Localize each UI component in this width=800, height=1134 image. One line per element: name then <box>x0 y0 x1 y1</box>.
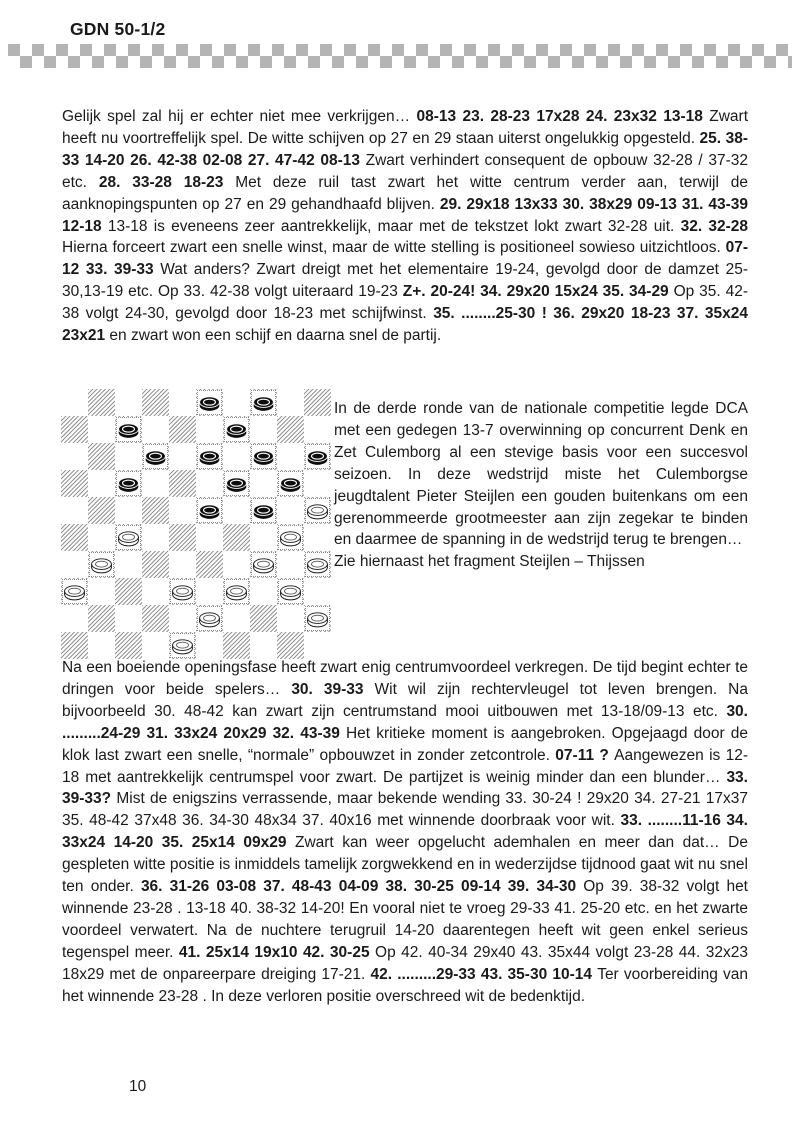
black-piece-icon <box>198 447 221 466</box>
white-piece-icon <box>279 528 302 547</box>
board-square-light <box>88 632 115 659</box>
board-square-10 <box>277 416 304 443</box>
board-square-33 <box>196 551 223 578</box>
board-square-15 <box>304 443 331 470</box>
board-square-29 <box>223 524 250 551</box>
board-square-light <box>115 389 142 416</box>
board-square-light <box>115 443 142 470</box>
black-piece-icon <box>117 420 140 439</box>
checkerboard-strip <box>8 44 792 68</box>
move-notation-text: 30. 39-33 <box>291 680 375 698</box>
commentary-text: Wit wil zijn rechtervleugel tot leven brengen. Na bijvoorbeeld 30. 48-42 kan zwart zijn centrumstand mooi uitbouwen met 13-18/09-13 etc. <box>62 680 748 720</box>
commentary-text: Ter voorbereiding van het winnende 23-28 . In deze verloren positie overschreed wit de bedenktijd. <box>62 965 748 1005</box>
commentary-text: Zwart heeft nu voortreffelijk spel. De witte schijven op 27 en 29 staan uiterst ongelukkig opgesteld. <box>62 108 749 147</box>
board-square-light <box>88 578 115 605</box>
black-piece-icon <box>252 393 275 412</box>
draughts-board-diagram <box>61 389 331 659</box>
white-piece-icon <box>306 501 329 520</box>
commentary-text: Mist de enigszins verrassende, maar bekende wending 33. 30-24 ! 29x20 34. 27-21 17x37 35. 48-42 37x48 36. 34-30 48x34 37. 40x16 met winnende doorbraak voor wit. <box>62 790 749 830</box>
board-square-light <box>304 524 331 551</box>
board-square-light <box>142 470 169 497</box>
board-square-37 <box>115 578 142 605</box>
white-piece-icon <box>171 582 194 601</box>
board-square-5 <box>304 389 331 416</box>
commentary-text: Zwart kan weer opgelucht ademhalen en meer dan dat… De gespleten witte positie is inmiddels tamelijk zorgwekkend en in wederzijdse tijdnood gaat wit nu snel ten onder. <box>62 834 748 896</box>
game-commentary-paragraph-2 <box>62 657 748 1008</box>
move-notation-text: Z+. 20-24! 34. 29x20 15x24 35. 34-29 <box>402 283 674 301</box>
board-square-light <box>115 497 142 524</box>
board-square-35 <box>304 551 331 578</box>
commentary-text: Het kritieke moment is aangebroken. Opgejaagd door de klok last zwart een snelle, “normale” opbouwzet in zonder zetcontrole. <box>62 724 748 764</box>
move-notation-text: 29. 29x18 13x33 30. 38x29 09-13 31. 43-39 12-18 <box>62 195 748 235</box>
board-square-light <box>277 389 304 416</box>
white-piece-icon <box>198 609 221 628</box>
board-square-light <box>88 524 115 551</box>
board-square-light <box>142 578 169 605</box>
black-piece-icon <box>252 501 275 520</box>
board-square-26 <box>61 524 88 551</box>
black-draughts-piece <box>224 417 249 442</box>
board-square-40 <box>277 578 304 605</box>
board-square-light <box>250 416 277 443</box>
board-square-light <box>61 497 88 524</box>
commentary-text: en zwart won een schijf en daarna snel de partij. <box>109 327 442 345</box>
white-piece-icon <box>117 528 140 547</box>
board-square-light <box>88 470 115 497</box>
board-square-42 <box>142 605 169 632</box>
white-draughts-piece <box>305 552 330 577</box>
board-square-light <box>196 416 223 443</box>
commentary-text: Gelijk spel zal hij er echter niet mee verkrijgen… <box>62 108 417 125</box>
board-square-light <box>223 443 250 470</box>
move-notation-text: 07-11 ? <box>555 746 615 764</box>
move-notation-text: 32. 32-28 <box>680 217 748 235</box>
black-draughts-piece <box>197 444 222 469</box>
move-notation-text: 30. .........24-29 31. 33x24 20x29 32. 43-39 <box>62 702 748 742</box>
board-square-49 <box>223 632 250 659</box>
black-piece-icon <box>198 501 221 520</box>
commentary-text: Op 39. 38-32 volgt het winnende 23-28 . 13-18 40. 38-32 14-20! En vooral niet te vroeg 29-33 41. 25-20 etc. en het zwarte voordeel verwatert. Na de nuchtere terugruil 14-20 daarentegen heeft wit geen enkel serieus tegenspel meer. <box>62 878 748 961</box>
white-draughts-piece <box>116 525 141 550</box>
board-square-light <box>169 497 196 524</box>
board-square-light <box>250 578 277 605</box>
board-square-28 <box>169 524 196 551</box>
board-square-32 <box>142 551 169 578</box>
commentary-text: Op 35. 42-38 volgt 24-30, gevolgd door 18-23 met schijfwinst. <box>62 283 748 323</box>
move-notation-text: 35. ........25-30 ! 36. 29x20 18-23 37. 35x24 23x21 <box>62 305 749 345</box>
board-square-16 <box>61 470 88 497</box>
board-square-50 <box>277 632 304 659</box>
fragment-caption: Zie hiernaast het fragment Steijlen – Thijssen <box>334 553 645 571</box>
board-square-3 <box>196 389 223 416</box>
white-piece-icon <box>306 609 329 628</box>
board-square-21 <box>88 497 115 524</box>
board-square-48 <box>169 632 196 659</box>
commentary-text: Hierna forceert zwart een snelle winst, maar de witte stelling is positioneel sowieso uitzichtloos. <box>62 239 726 257</box>
black-piece-icon <box>225 420 248 439</box>
board-square-light <box>142 416 169 443</box>
board-square-light <box>196 632 223 659</box>
white-draughts-piece <box>197 606 222 631</box>
move-notation-text: 28. 33-28 18-23 <box>98 173 236 191</box>
board-square-13 <box>196 443 223 470</box>
black-draughts-piece <box>251 390 276 415</box>
move-notation-text: 41. 25x14 19x10 42. 30-25 <box>178 943 376 961</box>
black-piece-icon <box>306 447 329 466</box>
board-square-light <box>277 497 304 524</box>
white-draughts-piece <box>62 579 87 604</box>
board-square-light <box>304 578 331 605</box>
board-square-12 <box>142 443 169 470</box>
board-square-23 <box>196 497 223 524</box>
board-square-light <box>61 551 88 578</box>
board-square-light <box>223 497 250 524</box>
board-square-light <box>277 605 304 632</box>
board-square-9 <box>223 416 250 443</box>
board-square-19 <box>223 470 250 497</box>
board-square-43 <box>196 605 223 632</box>
board-square-25 <box>304 497 331 524</box>
board-square-14 <box>250 443 277 470</box>
white-piece-icon <box>252 555 275 574</box>
board-square-light <box>142 632 169 659</box>
board-square-31 <box>88 551 115 578</box>
competition-report-paragraph: In de derde ronde van de nationale competitie legde DCA met een gedegen 13-7 overwinning op concurrent Denk en Zet Culemborg al een stevige basis voor een succesvol seizoen. In deze wedstrijd miste het Culemborgse jeugdtalent Pieter Steijlen een gouden buitenkans om een gerenommeerde grootmeester aan zijn zegekar te binden en daarmee de spanning in de wedstrijd terug te brengen… <box>334 400 748 549</box>
move-notation-text: 25. 38-33 14-20 26. 42-38 02-08 27. 47-42 08-13 <box>62 129 748 169</box>
board-square-light <box>196 470 223 497</box>
board-square-45 <box>304 605 331 632</box>
board-square-light <box>223 605 250 632</box>
page-header-title: GDN 50-1/2 <box>70 19 166 39</box>
board-square-light <box>196 524 223 551</box>
white-draughts-piece <box>278 525 303 550</box>
page-number: 10 <box>129 1078 147 1095</box>
board-square-1 <box>88 389 115 416</box>
black-draughts-piece <box>278 471 303 496</box>
white-draughts-piece <box>170 633 195 658</box>
board-square-light <box>277 551 304 578</box>
board-square-44 <box>250 605 277 632</box>
black-piece-icon <box>198 393 221 412</box>
board-square-30 <box>277 524 304 551</box>
move-notation-text: 42. .........29-33 43. 35-30 10-14 <box>370 965 598 983</box>
board-square-22 <box>142 497 169 524</box>
board-square-light <box>169 551 196 578</box>
board-square-39 <box>223 578 250 605</box>
black-piece-icon <box>279 474 302 493</box>
black-piece-icon <box>117 474 140 493</box>
commentary-text: 13-18 is eveneens zeer aantrekkelijk, maar met de tekstzet lokt zwart 32-28 uit. <box>107 217 681 235</box>
white-piece-icon <box>171 636 194 655</box>
board-square-light <box>169 389 196 416</box>
board-square-36 <box>61 578 88 605</box>
black-draughts-piece <box>116 471 141 496</box>
board-square-4 <box>250 389 277 416</box>
board-square-light <box>142 524 169 551</box>
commentary-text: Met deze ruil tast zwart het witte centrum verder aan, terwijl de aanknopingspunten op 27 en 29 gehandhaafd blijven. <box>62 173 748 213</box>
board-square-light <box>223 389 250 416</box>
board-square-light <box>88 416 115 443</box>
board-square-27 <box>115 524 142 551</box>
board-square-light <box>115 605 142 632</box>
commentary-text: Op 42. 40-34 29x40 43. 35x44 volgt 23-28 44. 32x23 18x29 met de onpareerpare dreiging 17-21. <box>62 943 748 983</box>
board-square-46 <box>61 632 88 659</box>
white-draughts-piece <box>170 579 195 604</box>
black-draughts-piece <box>197 390 222 415</box>
black-draughts-piece <box>197 498 222 523</box>
board-square-2 <box>142 389 169 416</box>
board-square-light <box>115 551 142 578</box>
black-draughts-piece <box>116 417 141 442</box>
board-square-light <box>61 443 88 470</box>
board-square-light <box>61 389 88 416</box>
board-square-7 <box>115 416 142 443</box>
commentary-text: Zwart verhindert consequent de opbouw 32-28 / 37-32 etc. <box>62 151 748 191</box>
board-square-6 <box>61 416 88 443</box>
white-draughts-piece <box>89 552 114 577</box>
white-piece-icon <box>306 555 329 574</box>
white-piece-icon <box>63 582 86 601</box>
black-piece-icon <box>252 447 275 466</box>
commentary-text: Wat anders? Zwart dreigt met het elementaire 19-24, gevolgd door de damzet 25-30,13-19 etc. Op 33. 42-38 volgt uiteraard 19-23 <box>62 261 748 301</box>
board-square-38 <box>169 578 196 605</box>
move-notation-text: 07-12 33. 39-33 <box>62 239 748 279</box>
board-square-34 <box>250 551 277 578</box>
board-side-column <box>334 398 748 573</box>
black-draughts-piece <box>251 498 276 523</box>
board-square-light <box>223 551 250 578</box>
board-square-47 <box>115 632 142 659</box>
board-square-light <box>304 632 331 659</box>
black-draughts-piece <box>224 471 249 496</box>
white-draughts-piece <box>278 579 303 604</box>
move-notation-text: 33. ........11-16 34. 33x24 14-20 35. 25x14 09x29 <box>62 812 748 852</box>
white-draughts-piece <box>224 579 249 604</box>
white-piece-icon <box>90 555 113 574</box>
board-square-light <box>196 578 223 605</box>
board-square-light <box>250 470 277 497</box>
black-draughts-piece <box>305 444 330 469</box>
move-notation-text: 08-13 23. 28-23 17x28 24. 23x32 13-18 <box>416 108 710 125</box>
board-square-24 <box>250 497 277 524</box>
board-square-light <box>250 632 277 659</box>
board-square-20 <box>277 470 304 497</box>
board-square-17 <box>115 470 142 497</box>
board-square-light <box>169 605 196 632</box>
board-square-light <box>304 416 331 443</box>
black-piece-icon <box>225 474 248 493</box>
white-piece-icon <box>279 582 302 601</box>
board-square-8 <box>169 416 196 443</box>
white-draughts-piece <box>251 552 276 577</box>
black-piece-icon <box>144 447 167 466</box>
white-draughts-piece <box>305 498 330 523</box>
board-square-11 <box>88 443 115 470</box>
board-square-light <box>169 443 196 470</box>
commentary-text: Na een boeiende openingsfase heeft zwart enig centrumvoordeel verkregen. De tijd begint echter te dringen voor beide spelers… <box>62 659 748 698</box>
board-square-light <box>304 470 331 497</box>
black-draughts-piece <box>143 444 168 469</box>
black-draughts-piece <box>251 444 276 469</box>
move-notation-text: 36. 31-26 03-08 37. 48-43 04-09 38. 30-25 09-14 39. 34-30 <box>140 878 584 896</box>
commentary-text: Aangewezen is 12-18 met aantrekkelijk centrumspel voor zwart. De partijzet is weinig minder dan een blunder… <box>62 746 748 786</box>
board-square-light <box>277 443 304 470</box>
board-square-light <box>61 605 88 632</box>
game-commentary-paragraph-1 <box>62 106 748 347</box>
board-square-18 <box>169 470 196 497</box>
move-notation-text: 33. 39-33? <box>62 768 748 808</box>
white-piece-icon <box>225 582 248 601</box>
board-square-light <box>250 524 277 551</box>
board-square-41 <box>88 605 115 632</box>
white-draughts-piece <box>305 606 330 631</box>
